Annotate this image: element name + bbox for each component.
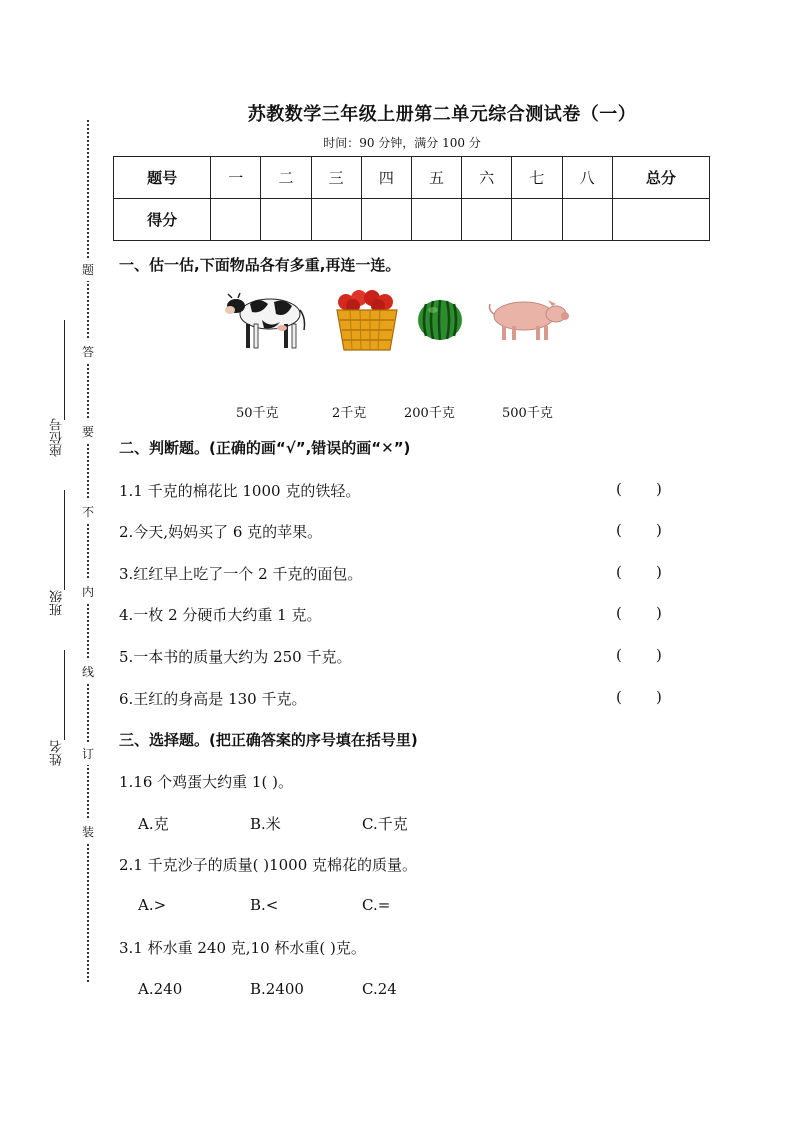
score-input-cell[interactable] — [612, 199, 709, 241]
weight-option: 500千克 — [502, 406, 553, 421]
score-row-label: 得分 — [114, 199, 211, 241]
score-header-cell: 五 — [411, 157, 461, 199]
choice-option-b[interactable]: B.米 — [250, 815, 281, 833]
weight-option: 200千克 — [404, 406, 455, 421]
choice-question: 1.16 个鸡蛋大约重 1( )。 — [119, 773, 293, 791]
score-header-cell: 二 — [261, 157, 311, 199]
section-3-title: 三、选择题。(把正确答案的序号填在括号里) — [119, 731, 418, 749]
true-false-question: 2.今天,妈妈买了 6 克的苹果。 — [119, 523, 323, 541]
choice-option-a[interactable]: A.克 — [138, 815, 169, 833]
answer-blank[interactable] — [616, 604, 696, 622]
choice-option-a[interactable]: A.> — [138, 896, 167, 914]
class-line[interactable] — [64, 490, 66, 590]
score-table-score-row — [114, 199, 710, 241]
weight-option: 2千克 — [332, 406, 367, 421]
choice-option-c[interactable]: C.24 — [362, 980, 397, 998]
paren-close: ) — [656, 563, 662, 581]
score-header-cell: 七 — [512, 157, 562, 199]
paren-open: ( — [616, 521, 622, 539]
score-input-cell[interactable] — [361, 199, 411, 241]
binding-char-1: 题 — [80, 258, 96, 281]
exam-time-info: 时间：90 分钟，满分 100 分 — [323, 136, 481, 150]
score-input-cell[interactable] — [311, 199, 361, 241]
paren-close: ) — [656, 480, 662, 498]
answer-blank[interactable] — [616, 563, 696, 581]
cow-image — [222, 284, 314, 354]
paren-close: ) — [656, 521, 662, 539]
true-false-question: 4.一枚 2 分硬币大约重 1 克。 — [119, 606, 322, 624]
weight-option: 50千克 — [236, 406, 279, 421]
score-header-cell: 六 — [462, 157, 512, 199]
binding-char-4: 不 — [80, 500, 96, 523]
score-header-cell: 三 — [311, 157, 361, 199]
score-header-cell: 一 — [211, 157, 261, 199]
score-input-cell[interactable] — [462, 199, 512, 241]
class-label: 班级 — [50, 590, 65, 616]
score-input-cell[interactable] — [411, 199, 461, 241]
answer-blank[interactable] — [616, 480, 696, 498]
paren-open: ( — [616, 604, 622, 622]
watermelon-image — [416, 298, 464, 342]
paren-open: ( — [616, 646, 622, 664]
choice-option-c[interactable]: C.千克 — [362, 815, 408, 833]
pig-image — [486, 292, 570, 344]
choice-option-a[interactable]: A.240 — [138, 980, 183, 998]
apple-basket-image — [332, 284, 402, 354]
section-2-title: 二、判断题。(正确的画“√”,错误的画“✕”) — [119, 439, 411, 457]
name-line[interactable] — [64, 650, 66, 740]
choice-option-b[interactable]: B.< — [250, 896, 279, 914]
choice-option-b[interactable]: B.2400 — [250, 980, 304, 998]
score-input-cell[interactable] — [512, 199, 562, 241]
answer-blank[interactable] — [616, 521, 696, 539]
choice-question: 2.1 千克沙子的质量( )1000 克棉花的质量。 — [119, 856, 418, 874]
section-1-title: 一、估一估,下面物品各有多重,再连一连。 — [119, 256, 401, 274]
binding-char-8: 装 — [80, 820, 96, 843]
score-header-cell: 题号 — [114, 157, 211, 199]
seat-number-line[interactable] — [64, 320, 66, 420]
paren-open: ( — [616, 563, 622, 581]
choice-question: 3.1 杯水重 240 克,10 杯水重( )克。 — [119, 939, 366, 957]
binding-dotted-line — [87, 120, 89, 982]
paren-close: ) — [656, 688, 662, 706]
score-header-cell: 四 — [361, 157, 411, 199]
binding-char-3: 要 — [80, 420, 96, 443]
score-input-cell[interactable] — [211, 199, 261, 241]
true-false-question: 3.红红早上吃了一个 2 千克的面包。 — [119, 565, 363, 583]
score-input-cell[interactable] — [261, 199, 311, 241]
binding-char-6: 线 — [80, 660, 96, 683]
true-false-question: 6.王红的身高是 130 千克。 — [119, 690, 307, 708]
paren-open: ( — [616, 480, 622, 498]
paren-close: ) — [656, 646, 662, 664]
answer-blank[interactable] — [616, 646, 696, 664]
paren-close: ) — [656, 604, 662, 622]
page-title: 苏教数学三年级上册第二单元综合测试卷（一） — [247, 104, 637, 125]
answer-blank[interactable] — [616, 688, 696, 706]
binding-char-2: 答 — [80, 340, 96, 363]
score-table-header-row — [114, 157, 710, 199]
name-label: 姓名 — [50, 740, 65, 766]
score-input-cell[interactable] — [562, 199, 612, 241]
true-false-question: 1.1 千克的棉花比 1000 克的铁轻。 — [119, 482, 361, 500]
score-header-cell: 八 — [562, 157, 612, 199]
score-table — [113, 156, 710, 241]
score-header-cell: 总分 — [612, 157, 709, 199]
true-false-question: 5.一本书的质量大约为 250 千克。 — [119, 648, 352, 666]
paren-open: ( — [616, 688, 622, 706]
binding-char-5: 内 — [80, 580, 96, 603]
binding-char-7: 订 — [80, 742, 96, 765]
seat-number-label: 座位号 — [50, 418, 65, 457]
choice-option-c[interactable]: C.= — [362, 896, 391, 914]
